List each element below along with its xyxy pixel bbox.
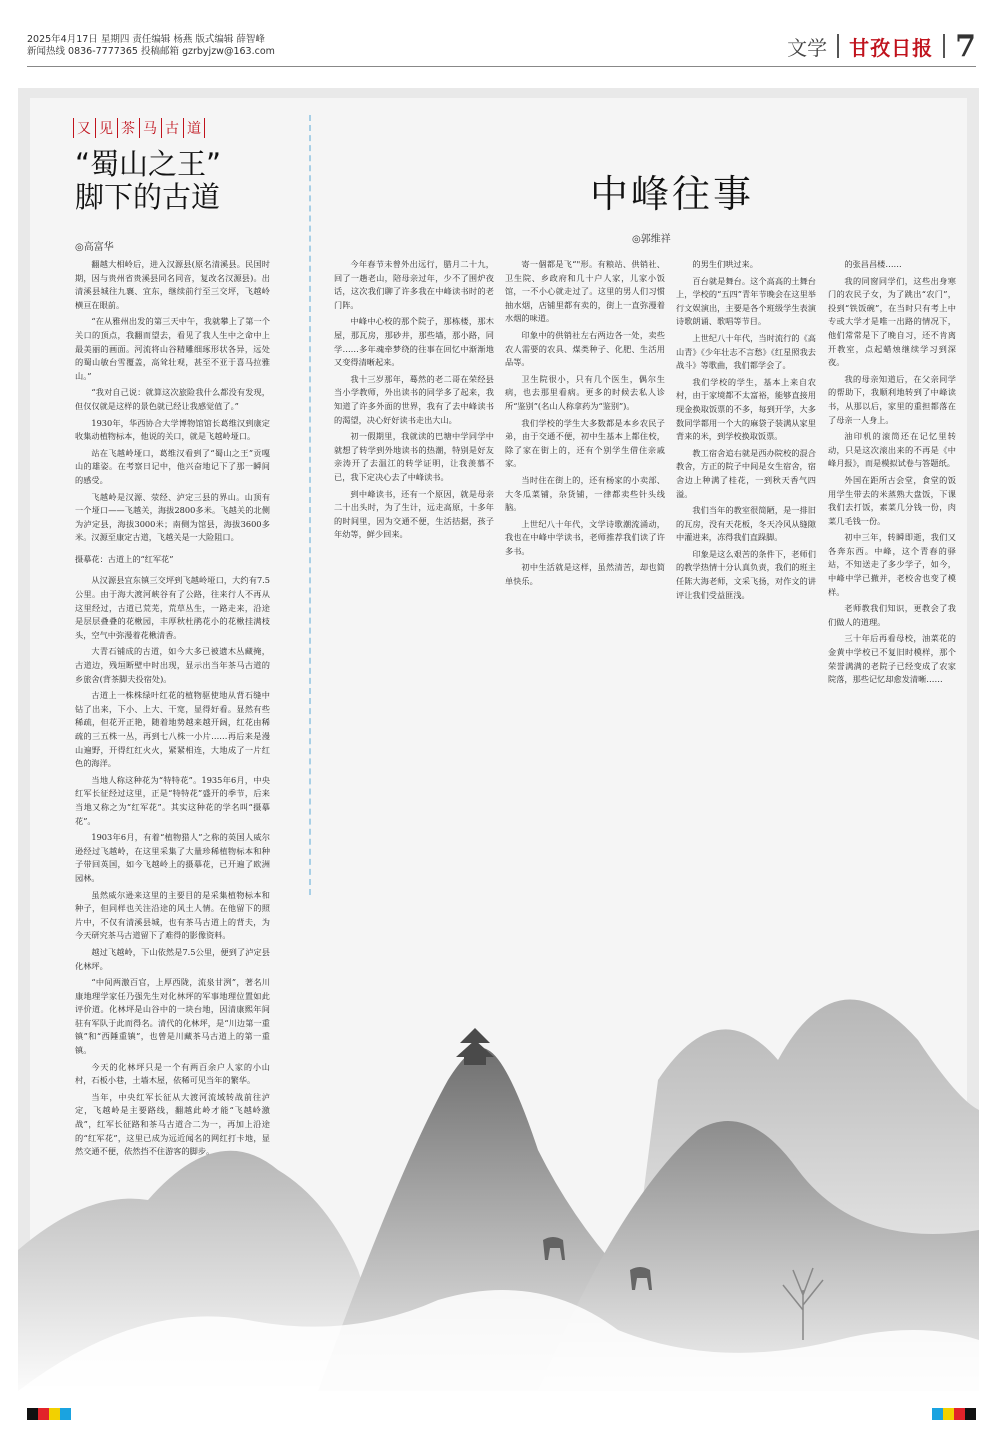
- article2-col1: [334, 258, 494, 1075]
- article1-author: ◎高富华: [75, 242, 114, 253]
- paragraph: 初一假期里，我就读的巴塘中学同学中就想了转学到外地读书的热潮，特别是好友亲涛开了去温江的转学证明，让我羡慕不已，我下定决心去了中峰读书。: [334, 431, 494, 482]
- paragraph: 大青石铺成的古道，如今大多已被遗木丛藏掩，古道边，残垣断壁中时出现，显示出当年茶马古道的乡旅舍(背茶脚夫投宿处)。: [75, 646, 270, 684]
- registration-swatch: [60, 1408, 71, 1420]
- column-tag: [73, 118, 205, 138]
- header-divider-2: [943, 34, 945, 58]
- masthead-logo: 甘孜日报: [849, 35, 934, 60]
- paragraph: 翻越大相岭后，进入汉源县(原名清溪县。民国时期，因与贵州省贵溪县同名同音，复改名汉源县)。出清溪县城往九襄、宜东，继续前行至三交坪，飞越岭横亘在眼前。: [75, 259, 270, 310]
- color-registration-left: [27, 1408, 71, 1420]
- header-divider: [837, 34, 839, 58]
- article1-body: [75, 258, 270, 1157]
- column-tag-char: 又: [73, 118, 94, 138]
- paragraph: 上世纪八十年代，当时流行的《高山青》《少年壮志不言愁》《红星照我去战斗》等歌曲，我们都学会了。: [676, 332, 816, 371]
- paragraph: 1903年6月，有着“植物猎人”之称的英国人威尔逊经过飞越岭，在这里采集了大量珍稀植物标本和种子带回英国，如今飞越岭上的摄摹花，已开遍了欧洲园林。: [75, 832, 270, 883]
- paragraph: 当地人称这种花为“特特花”。1935年6月，中央红军长征经过这里，正是“特特花”盛开的季节，后来当地又称之为“红军花”。其实这种花的学名叫“摄摹花”。: [75, 774, 270, 826]
- paragraph: 今年春节未曾外出远行，腊月二十九，回了一趟老山，陪母亲过年，少不了围炉夜话，这次我们聊了许多我在中峰读书时的老门阵。: [334, 259, 494, 310]
- paragraph: 到中峰读书，还有一个原因，就是母亲二十出头时，为了生计，远走高原，十多年的时间里，因为交通不便，生活拮据，孩子年幼等，鲜少回来。: [334, 488, 494, 540]
- article1-title-line1: “蜀山之王”: [75, 147, 222, 181]
- contact-line: 新闻热线 0836-7777365 投稿邮箱 gzrbyjzw@163.com: [27, 46, 275, 57]
- paragraph: 印象中的供销社左右两边各一处，卖些农人需要的农具、煤类种子、化肥、生活用品等。: [505, 329, 665, 368]
- paragraph: 虽然威尔逊来这里的主要目的是采集植物标本和种子，但同样也关注沿途的风土人情。在他留下的照片中，不仅有清溪县城，也有茶马古道上的背夫，为今天研究茶马古道留下了难得的影像资料。: [75, 889, 270, 941]
- column-tag-char: 道: [183, 118, 205, 138]
- paragraph: 教工宿舍追右就是西办院校的混合教舍，方正的院子中间是女生宿舍，宿舍边上种满了桂花，一到秋天香气四溢。: [676, 447, 816, 499]
- article2-col4: [828, 258, 956, 1018]
- paragraph: 的男生们哄过来。: [692, 259, 758, 269]
- registration-swatch: [954, 1408, 965, 1420]
- subheading: 摄摹花：古道上的“红军花”: [75, 553, 174, 564]
- column-tag-char: 茶: [117, 118, 138, 138]
- paragraph: 外国在距所古会堂，食堂的饭用学生带去的米蒸熟大盘饭，下课我们去打饭，素菜几分钱一份，肉菜几毛钱一份。: [828, 474, 956, 526]
- paragraph: 我的母亲知道后，在父亲同学的帮助下，我顺利地转到了中峰读书，从那以后，家里的重担都落在了母亲一人身上。: [828, 373, 956, 425]
- article1-title-line2: 脚下的古道: [75, 180, 221, 214]
- column-divider: [309, 115, 311, 895]
- paragraph: 1930年，华西协合大学博物馆馆长葛维汉到康定收集动植物标本，他说的关口，就是飞越岭垭口。: [75, 417, 270, 442]
- registration-swatch: [27, 1408, 38, 1420]
- registration-swatch: [49, 1408, 60, 1420]
- paragraph: 百台就是舞台。这个高高的土舞台上，学校的“五四”青年节晚会在这里举行文娱演出，主要是各个班级学生表演诗歌朗诵、歌唱等节目。: [676, 275, 816, 327]
- page-number: 7: [955, 28, 976, 64]
- paragraph: 印象是这么艰苦的条件下，老师们的教学热情十分认真负责，我们的班主任陈大海老师，文采飞扬，对作文的讲评让我们受益匪浅。: [676, 548, 816, 600]
- paragraph: 我的同窗同学们，这些出身寒门的农民子女，为了跳出“农门”，投到“铁饭碗”，在当时只有考上中专或大学才是唯一出路的情况下，他们常常是下了晚自习，还不肯离开教室，点起蜡烛继续学习到深夜。: [828, 275, 956, 368]
- paragraph: 我们当年的教室很简陋，是一排旧的瓦房，没有天花板，冬天冷风从缝隙中灌进来，冻得我们直跺脚。: [676, 505, 816, 543]
- article2-col2: [505, 258, 665, 828]
- registration-swatch: [943, 1408, 954, 1420]
- paragraph: 我十三岁那年，蓦然的老二哥在荣经县当小学教师，外出读书的同学多了起来，我知道了许多外面的世界，我有了去中峰读书的渴望，决心好好读书走出大山。: [334, 373, 494, 425]
- paragraph: 从汉源县宜东镇三交坪到飞越岭垭口，大约有7.5公里。由于海大渡河峡谷有了公路，往来行人不再从这里经过，古道已荒芜，荒草丛生，一路走来，沿途是层层叠叠的花楸园，丰厚秋杜鹃花小的花楸挂满枝头，空气中弥漫着花楸清香。: [75, 575, 270, 640]
- paragraph: 初中三年，转瞬即逝，我们又各奔东西。中峰，这个青春的驿站，不知送走了多少学子，如今，中峰中学已撤并，老校舍也变了模样。: [828, 532, 956, 597]
- paragraph: 越过飞越岭，下山依然是7.5公里，便到了泸定县化林坪。: [75, 946, 270, 971]
- paragraph: “中间两激百官，上厚西陇，流泉甘洌”，著名川康地理学家任乃强先生对化林坪的军事地理位置如此评价道。化林坪是山谷中的一块台地，因清康熙年间驻有军队于此而得名。清代的化林坪，是“川边第一重镇”和“西陲重镇”，也曾是川藏茶马古道上的第一重镇。: [75, 977, 270, 1056]
- paragraph: 今天的化林坪只是一个有两百余户人家的小山村，石板小巷，土墙木屋，依稀可见当年的繁华。: [75, 1061, 270, 1086]
- paragraph: 初中生活就是这样，虽然清苦，却也简单快乐。: [505, 562, 665, 587]
- paragraph: 我们学校的学生大多数都是本乡农民子弟，由于交通不便，初中生基本上都住校，除了家在街上的，还有个别学生借住亲戚家。: [505, 417, 665, 469]
- article1-title: [75, 148, 221, 214]
- color-registration-right: [932, 1408, 976, 1420]
- paragraph: 三十年后再看母校，油菜花的金黄中学校已不复旧时模样，那个荣誉满满的老院子已经变成了农家院落，那些记忆却愈发清晰……: [828, 633, 956, 685]
- article2-title: 中峰往事: [590, 172, 755, 216]
- paragraph: 卫生院很小，只有几个医生，偶尔生病，也去那里看病。更多的时候去私人诊所“鉴别”(名山人称拿药为“鉴别”)。: [505, 373, 665, 411]
- paragraph: 站在飞越岭垭口，葛维汉看到了“蜀山之王”贡嘎山的雄姿。在考察日记中，他兴奋地记下了那一瞬间的感受。: [75, 447, 270, 485]
- paragraph: 寄一個都是飞“"形。有粮站、供销社、卫生院、乡政府和几十户人家，儿家小饭馆，一不小心就走过了。这里的男人们习惯抽水烟，店铺里都有卖的，街上一直弥漫着水烟的味道。: [505, 259, 665, 324]
- paragraph: 我们学校的学生，基本上来自农村，由于家境都不太富裕，能够直接用现金换取饭票的不多，每到开学，大多数同学都用一个大的麻袋子装满从家里背来的米，到学校换取饭票。: [676, 376, 816, 442]
- column-tag-char: 马: [139, 118, 160, 138]
- paragraph: 飞越岭是汉源、荥经、泸定三县的界山。山顶有一个垭口——飞越关，海拔2800多米。飞越关的北侧为泸定县，海拔3000米；南侧为馆县，海拔3600多米。汉源至康定古道，飞越关是一大险阻口。: [75, 491, 270, 543]
- paragraph: 当年，中央红军长征从大渡河流域转战前往泸定，飞越岭是主要路线，翻越此岭才能“飞越岭激战”，红军长征路和茶马古道合二为一，再加上沿途的“红军花”，这里已成为远近闻名的网红打卡地，显然交通不便，依然挡不住游客的脚步。: [75, 1091, 270, 1157]
- registration-swatch: [38, 1408, 49, 1420]
- paragraph: “我对自己说：就算这次旅险我什么都没有发现，但仅仅就是这样的景色就已经让我感觉值了。”: [75, 387, 270, 411]
- paragraph: 上世纪八十年代，文学诗歌潮流涌动，我也在中峰中学读书，老师推荐我们读了许多书。: [505, 518, 665, 556]
- registration-swatch: [932, 1408, 943, 1420]
- header-rule: [27, 66, 976, 67]
- paragraph: “在从雅州出发的第三天中午，我就攀上了第一个关口的顶点，我翻而望去，看见了我人生中之命中上最美丽的画面。河流将山谷精雕细琢形状各异，远处的蜀山敏台雪覆盖，高耸壮观，甚至不亚于喜马拉雅山。”: [75, 316, 270, 381]
- column-tag-char: 见: [95, 118, 116, 138]
- paragraph: 中峰中心校的那个院子，那栋楼，那木屋，那瓦房，那砂井，那些墙，那小路，同学……多年魂牵梦绕的往事在回忆中渐渐地又变得清晰起来。: [334, 316, 494, 368]
- header-meta: [27, 34, 275, 58]
- date-line: 2025年4月17日 星期四 责任编辑 杨燕 版式编辑 薛智峰: [27, 34, 265, 45]
- paragraph: 的张昌昌楼……: [844, 259, 902, 269]
- article2-col3: [676, 258, 816, 858]
- paragraph: 油印机的滚筒还在记忆里转动，只是这次滚出来的不再是《中峰月报》，而是模拟试卷与答题纸。: [828, 431, 956, 469]
- column-tag-char: 古: [161, 118, 182, 138]
- section-name: 文学: [787, 35, 828, 60]
- header-brand: [787, 26, 976, 66]
- paragraph: 当时住在街上的，还有杨家的小卖部、大冬瓜菜铺，杂货铺，一律都卖些针头线脑。: [505, 474, 665, 513]
- paragraph: 老师教我们知识，更教会了我们做人的道理。: [828, 603, 956, 627]
- article2-author: ◎郭维祥: [632, 234, 671, 245]
- registration-swatch: [965, 1408, 976, 1420]
- paragraph: 古道上一株株绿叶红花的植物驱使地从背石缝中钻了出来，下小、上大、干宽，显得好看。显然有些稀疏，但花开正艳，随着地势越来越开阔，红花由稀疏的三五株一丛，再到七八株一小片……再后来是漫山遍野，开得红红火火，紧紧相连，大地成了一片红色的海洋。: [75, 690, 270, 769]
